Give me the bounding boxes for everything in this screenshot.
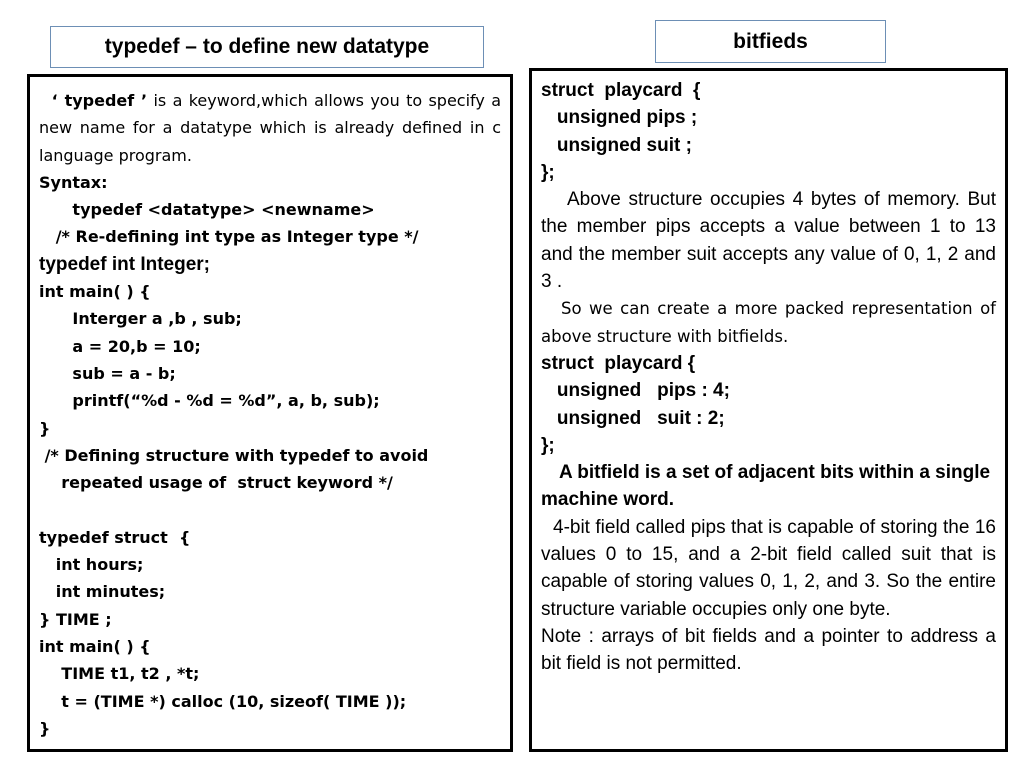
code-line: } TIME ; xyxy=(39,609,112,629)
explanation-paragraph: Above structure occupies 4 bytes of memory. But the member pips accepts a value between 1 to 13 and the member suit accepts any value of 0, 1, 2 and 3 . xyxy=(541,189,996,293)
typedef-intro-text: is a keyword,which allows you to specify a new name for a datatype which is already defined in c language program. xyxy=(39,91,501,165)
code-line: typedef int Integer; xyxy=(39,253,211,275)
code-line: int main( ) { xyxy=(39,636,151,656)
code-line: printf(“%d - %d = %d”, a, b, sub); xyxy=(39,391,380,411)
bitfield-code-line: unsigned suit : 2; xyxy=(541,407,725,429)
left-section-title: typedef – to define new datatype xyxy=(50,26,484,68)
typedef-keyword: ‘ typedef ’ xyxy=(51,91,148,110)
typedef-intro-paragraph xyxy=(39,87,501,169)
bitfield-code-line: unsigned pips : 4; xyxy=(541,380,730,402)
syntax-line: typedef <datatype> <newname> xyxy=(39,200,375,220)
code-line: int hours; xyxy=(39,555,144,575)
typedef-panel xyxy=(27,74,513,752)
bitfield-code-line: }; xyxy=(541,434,555,456)
code-line: t = (TIME *) calloc (10, sizeof( TIME )); xyxy=(39,691,407,711)
code-comment: /* Defining structure with typedef to avoid xyxy=(39,445,429,465)
code-line: typedef struct { xyxy=(39,527,191,547)
code-line: Interger a ,b , sub; xyxy=(39,309,242,329)
code-line: } xyxy=(39,418,51,438)
struct-code-line: }; xyxy=(541,161,555,183)
code-line: a = 20,b = 10; xyxy=(39,336,201,356)
note-paragraph: Note : arrays of bit fields and a pointer to address a bit field is not permitted. xyxy=(541,625,996,675)
code-line: sub = a - b; xyxy=(39,363,176,383)
struct-code-line: struct playcard { xyxy=(541,80,701,101)
syntax-label: Syntax: xyxy=(39,172,108,192)
bitfields-panel xyxy=(529,68,1008,752)
struct-code-line: unsigned suit ; xyxy=(541,134,692,156)
code-comment: /* Re-defining int type as Integer type */ xyxy=(39,227,419,247)
blank-line xyxy=(39,496,501,523)
packed-representation-paragraph: So we can create a more packed representation of above structure with bitfields. xyxy=(541,299,996,346)
code-line: int minutes; xyxy=(39,582,166,602)
bitfield-code-line: struct playcard { xyxy=(541,352,696,374)
struct-code-line: unsigned pips ; xyxy=(541,107,698,129)
right-section-title: bitfieds xyxy=(655,20,886,63)
code-line: } xyxy=(39,718,51,738)
bitfield-description-paragraph: 4-bit field called pips that is capable of storing the 16 values 0 to 15, and a 2-bit field called suit that is capable of storing values 0, 1, 2, and 3. So the entire structure variable occupies only one byte. xyxy=(541,516,996,620)
code-comment: repeated usage of struct keyword */ xyxy=(39,473,393,493)
code-line: int main( ) { xyxy=(39,282,151,302)
code-line: TIME t1, t2 , *t; xyxy=(39,664,200,684)
bitfield-definition: A bitfield is a set of adjacent bits within a single machine word. xyxy=(541,462,991,511)
